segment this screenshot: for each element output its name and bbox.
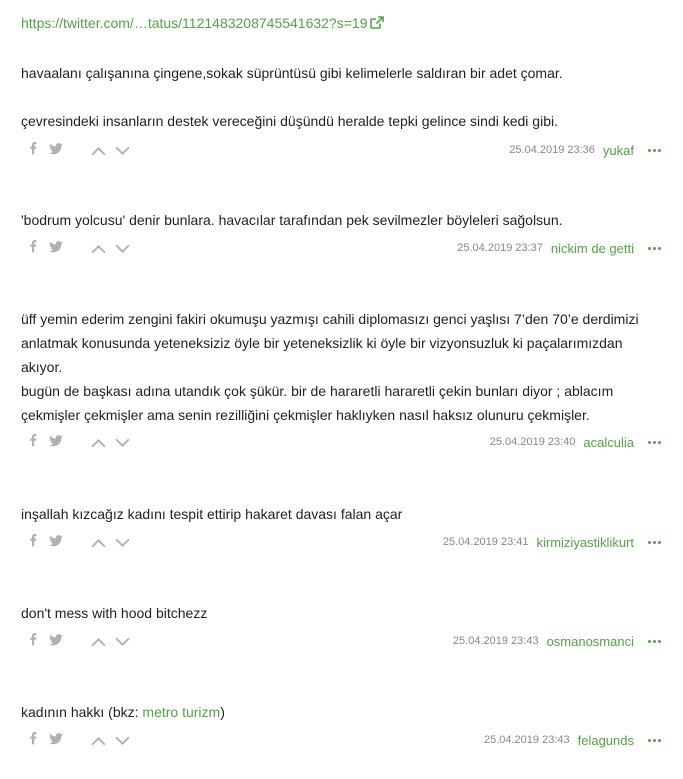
share-buttons: [29, 141, 63, 160]
entry-meta: [453, 631, 661, 651]
entry-paragraph: [21, 700, 661, 724]
entry-paragraph: 'bodrum yolcusu' denir bunlara. havacılar tarafından pek sevilmezler böyleleri sağolsun.: [21, 212, 563, 228]
entry-meta: [484, 730, 661, 750]
entry-footer: [21, 730, 661, 750]
entry-date[interactable]: 25.04.2019 23:36: [509, 144, 595, 156]
facebook-icon[interactable]: [29, 632, 37, 651]
chevron-down-icon[interactable]: [115, 634, 130, 652]
entry-meta: [457, 238, 661, 258]
entry-item: [21, 601, 661, 651]
entry-content: [21, 61, 661, 133]
entry-date[interactable]: 25.04.2019 23:41: [442, 536, 529, 548]
entry-item: [21, 502, 661, 552]
vote-buttons: [91, 143, 139, 161]
more-dots-icon[interactable]: [648, 441, 661, 444]
facebook-icon[interactable]: [29, 731, 37, 750]
entry-paragraph: üff yemin ederim zengini fakiri okumuşu yazmışı cahili diplomasızı genci yaşlısı 7’den 70’e derdimizi anlatmak konusunda yeteneksiziz öyle bir yeteneksizlik ki öyle bir vizyonsuzluk ki paçalarımızdan akıyor.: [21, 311, 639, 375]
more-dots-icon[interactable]: [648, 739, 661, 742]
entry-date[interactable]: 25.04.2019 23:37: [457, 242, 543, 254]
share-buttons: [29, 632, 63, 651]
bkz-link[interactable]: metro turizm: [142, 704, 221, 720]
entry-footer: [21, 532, 661, 552]
entry-paragraph: inşallah kızcağız kadını tespit ettirip hakaret davası falan açar: [21, 506, 403, 522]
external-tweet-link[interactable]: [21, 15, 384, 31]
external-link-icon: [370, 16, 384, 29]
entry-item: [21, 61, 661, 160]
entry-author[interactable]: felagunds: [577, 732, 634, 748]
entry-item: [21, 208, 661, 258]
entry-content: [21, 601, 661, 625]
more-dots-icon[interactable]: [648, 541, 661, 544]
share-buttons: [29, 533, 63, 552]
facebook-icon[interactable]: [29, 239, 37, 258]
entry-meta: [509, 140, 661, 160]
share-buttons: [29, 433, 63, 452]
entry-paragraph: don't mess with hood bitchezz: [21, 605, 208, 621]
vote-buttons: [91, 634, 139, 652]
entry-date[interactable]: 25.04.2019 23:40: [489, 436, 576, 448]
entry-date[interactable]: 25.04.2019 23:43: [452, 635, 539, 647]
entry-content: [21, 502, 661, 526]
entry-text: ): [220, 704, 225, 720]
more-dots-icon[interactable]: [648, 149, 661, 152]
chevron-down-icon[interactable]: [115, 143, 130, 161]
vote-buttons: [91, 435, 139, 453]
entry-footer: [21, 238, 661, 258]
share-buttons: [29, 731, 63, 750]
twitter-icon[interactable]: [49, 240, 63, 258]
entry-item: [21, 307, 661, 452]
chevron-up-icon[interactable]: [91, 733, 106, 751]
more-dots-icon[interactable]: [648, 640, 661, 643]
chevron-up-icon[interactable]: [91, 634, 106, 652]
entry-footer: [21, 432, 661, 452]
entry-text: kadının hakkı (bkz:: [21, 704, 143, 720]
entry-paragraph: çevresindeki insanların destek vereceğini düşündü heralde tepki gelince sindi kedi gibi.: [21, 113, 558, 129]
twitter-icon[interactable]: [49, 434, 63, 452]
entry-content: [21, 307, 661, 427]
entry-meta: [490, 432, 661, 452]
chevron-down-icon[interactable]: [115, 435, 130, 453]
entry-footer: [21, 140, 661, 160]
facebook-icon[interactable]: [29, 533, 37, 552]
chevron-down-icon[interactable]: [115, 535, 130, 553]
twitter-icon[interactable]: [49, 633, 63, 651]
external-tweet-link-text: https://twitter.com/…tatus/1121483208745541632?s=19: [21, 15, 368, 31]
twitter-icon[interactable]: [49, 142, 63, 160]
entry-footer: [21, 631, 661, 651]
more-dots-icon[interactable]: [648, 247, 661, 250]
entry-paragraph: havaalanı çalışanına çingene,sokak süprüntüsü gibi kelimelerle saldıran bir adet çomar.: [21, 65, 563, 81]
share-buttons: [29, 239, 63, 258]
facebook-icon[interactable]: [29, 433, 37, 452]
entry-author[interactable]: nickim de getti: [550, 240, 634, 256]
entry-item: [21, 700, 661, 750]
vote-buttons: [91, 241, 139, 259]
twitter-icon[interactable]: [49, 732, 63, 750]
entry-author[interactable]: osmanosmanci: [546, 633, 634, 649]
entry-author[interactable]: acalculia: [583, 434, 634, 450]
facebook-icon[interactable]: [29, 141, 37, 160]
entry-paragraph: bugün de başkası adına utandık çok şükür. bir de hararetli hararetli çekin bunları diyor ; ablacım çekmişler çekmişler ama senin rezilliğini çekmişler haklıyken nasıl haksız olunuru çekmişler.: [21, 383, 614, 423]
entry-date[interactable]: 25.04.2019 23:43: [483, 734, 570, 746]
chevron-down-icon[interactable]: [115, 733, 130, 751]
entry-content: [21, 208, 661, 232]
vote-buttons: [91, 733, 139, 751]
chevron-up-icon[interactable]: [91, 435, 106, 453]
entry-author[interactable]: yukaf: [602, 142, 634, 158]
entry-author[interactable]: kirmiziyastiklikurt: [536, 534, 634, 550]
entry-meta: [443, 532, 661, 552]
chevron-up-icon[interactable]: [91, 535, 106, 553]
chevron-up-icon[interactable]: [91, 241, 106, 259]
vote-buttons: [91, 535, 139, 553]
entry-content: [21, 700, 661, 724]
twitter-icon[interactable]: [49, 534, 63, 552]
chevron-up-icon[interactable]: [91, 143, 106, 161]
chevron-down-icon[interactable]: [115, 241, 130, 259]
